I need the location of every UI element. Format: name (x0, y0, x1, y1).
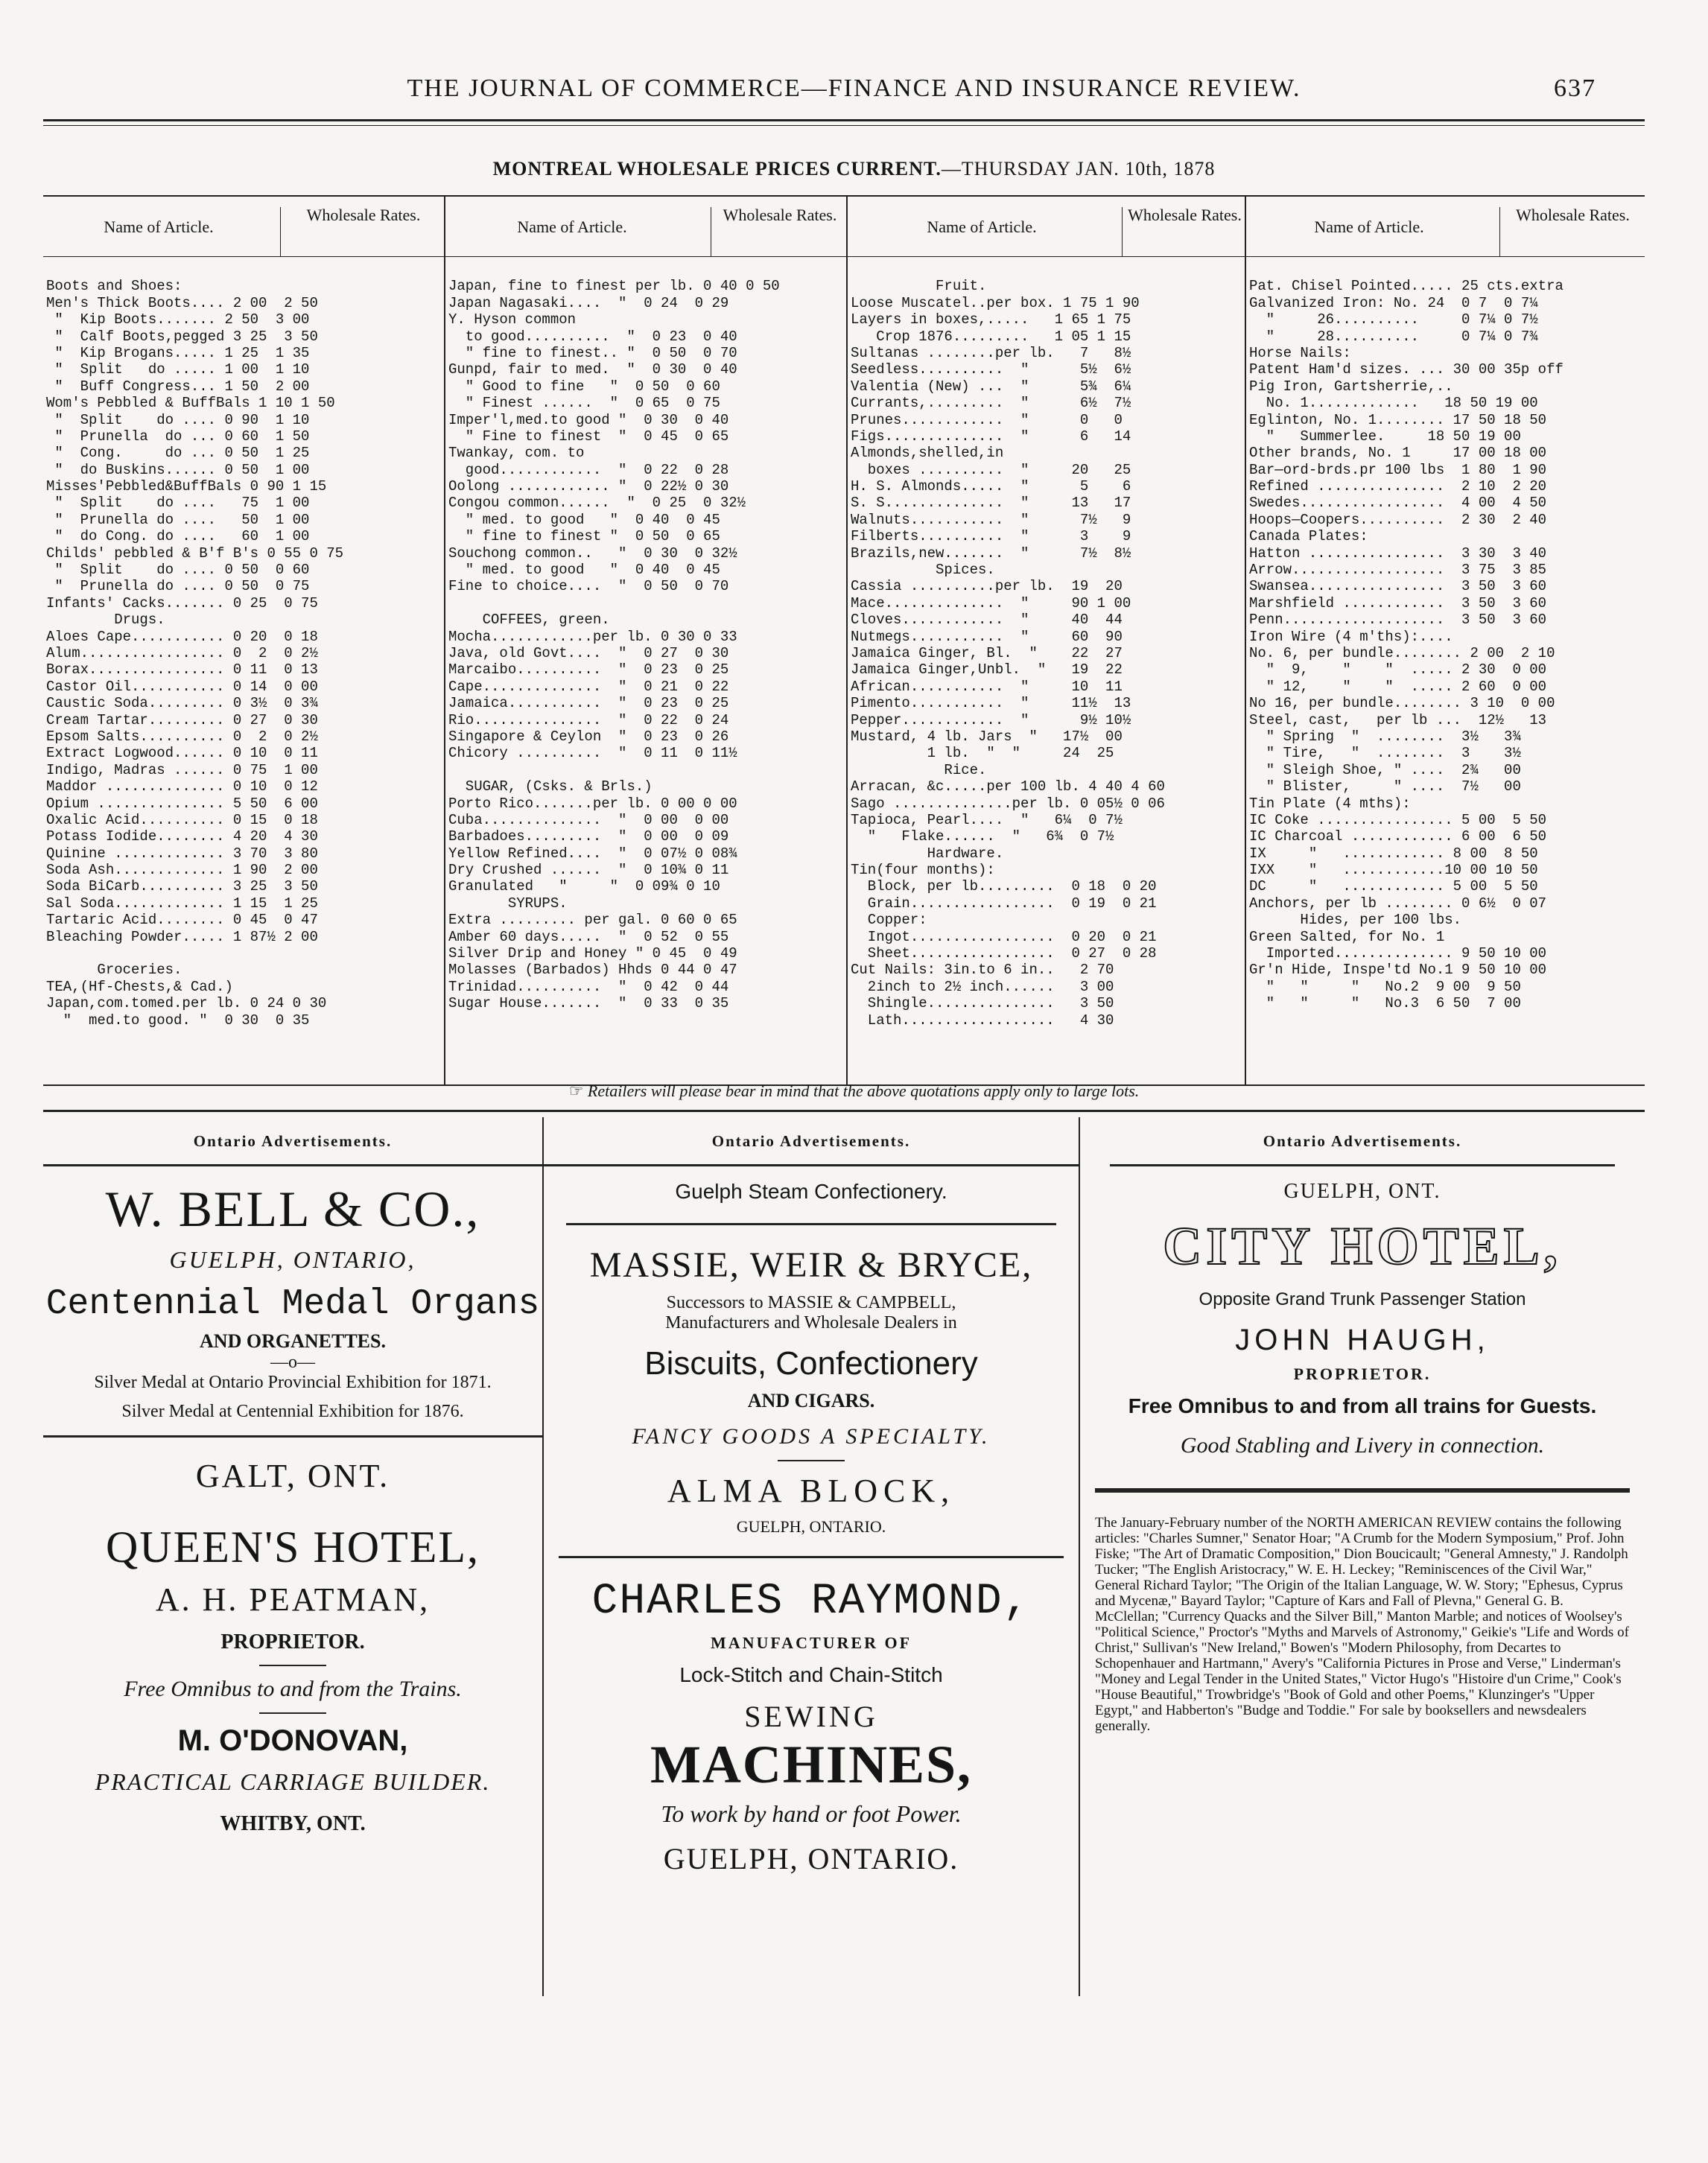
divider (1095, 1488, 1630, 1493)
price-line: Bar—ord-brds.pr 100 lbs 1 80 1 90 (1249, 461, 1547, 478)
prices-table (43, 195, 1645, 1086)
price-line: Canada Plates: (1249, 528, 1368, 545)
price-line: Men's Thick Boots.... 2 00 2 50 (46, 294, 318, 311)
price-line: Anchors, per lb ........ 0 6½ 0 07 (1249, 895, 1547, 912)
price-line: " Tire, " ........ 3 3½ (1249, 745, 1521, 762)
massie-cigars: AND CIGARS. (747, 1390, 875, 1411)
divider (259, 1665, 326, 1666)
price-line: " 12, " " ..... 2 60 0 00 (1249, 678, 1547, 695)
price-line: Misses'Pebbled&BuffBals 0 90 1 15 (46, 478, 327, 495)
price-line: Sultanas ........per lb. 7 8½ (851, 344, 1131, 361)
header-rates: Wholesale Rates. (280, 207, 446, 256)
price-line: Pat. Chisel Pointed..... 25 cts.extra (1249, 278, 1563, 295)
price-line: Tin Plate (4 mths): (1249, 795, 1411, 812)
header-rule (43, 119, 1645, 121)
price-line: Brazils,new....... " 7½ 8½ (851, 544, 1131, 562)
price-line (851, 261, 1245, 278)
price-line: H. S. Almonds..... " 5 6 (851, 478, 1131, 495)
price-line: Fine to choice.... " 0 50 0 70 (448, 578, 729, 595)
price-line: " do Cong. do .... 60 1 00 (46, 528, 310, 545)
city-prop: PROPRIETOR. (1293, 1365, 1432, 1383)
price-line: " Split do ..... 1 00 1 10 (46, 361, 310, 378)
city-town: GUELPH, ONT. (1283, 1180, 1441, 1203)
price-line: Jamaica........... " 0 23 0 25 (448, 695, 729, 712)
price-line: Marcaibo.......... " 0 23 0 25 (448, 661, 729, 679)
running-header (0, 74, 1708, 103)
retailers-note-text: Retailers will please bear in mind that the above quotations apply only to large lots. (587, 1082, 1140, 1100)
price-line: No. 6, per bundle........ 2 00 2 10 (1249, 644, 1555, 661)
price-line: Quinine ............. 3 70 3 80 (46, 845, 318, 862)
pointing-hand-icon: ☞ (568, 1082, 588, 1100)
price-line: Souchong common.. " 0 30 0 32½ (448, 544, 737, 562)
price-line: Tartaric Acid........ 0 45 0 47 (46, 912, 318, 929)
price-line: " Summerlee. 18 50 19 00 (1249, 428, 1521, 445)
price-line: " 28.......... 0 7¼ 0 7¾ (1249, 328, 1538, 345)
price-line: Jamaica Ginger, Bl. " 22 27 (851, 644, 1123, 661)
price-line: Gr'n Hide, Inspe'td No.1 9 50 10 00 (1249, 962, 1547, 979)
price-line: Infants' Cacks....... 0 25 0 75 (46, 594, 318, 612)
price-line: Spices. (851, 562, 995, 579)
alma-city: GUELPH, ONTARIO. (736, 1517, 886, 1536)
price-line: Twankay, com. to (448, 445, 585, 462)
divider (43, 1164, 542, 1166)
price-line: " Split do .... 0 90 1 10 (46, 411, 310, 428)
header-rates: Wholesale Rates. (1122, 207, 1247, 256)
price-line: Alum................. 0 2 0 2½ (46, 644, 318, 661)
bell-city: GUELPH, ONTARIO, (169, 1246, 416, 1273)
price-line: Almonds,shelled,in (851, 445, 1004, 462)
raymond-city: GUELPH, ONTARIO. (663, 1842, 959, 1875)
price-line: Arrow.................. 3 75 3 85 (1249, 562, 1547, 579)
price-line: Imported.............. 9 50 10 00 (1249, 945, 1547, 962)
price-line: " Flake...... " 6¾ 0 7½ (851, 828, 1114, 845)
price-line: Gunpd, fair to med. " 0 30 0 40 (448, 361, 737, 378)
price-line: COFFEES, green. (448, 612, 610, 629)
queens-town: GALT, ONT. (195, 1458, 390, 1494)
raymond-sewing: SEWING (744, 1700, 878, 1733)
bell-sep: —o— (270, 1353, 315, 1372)
price-line: Oxalic Acid.......... 0 15 0 18 (46, 811, 318, 828)
price-line: Steel, cast, per lb ... 12½ 13 (1249, 711, 1547, 728)
price-line: " med. to good " 0 40 0 45 (448, 511, 720, 528)
header-name: Name of Article. (1314, 217, 1424, 236)
price-line: " Calf Boots,pegged 3 25 3 50 (46, 328, 318, 345)
column-header (445, 197, 846, 257)
price-line: " Buff Congress... 1 50 2 00 (46, 378, 310, 395)
price-line: Copper: (851, 912, 927, 929)
price-line: Hoops—Coopers.......... 2 30 2 40 (1249, 511, 1547, 528)
price-line (448, 261, 846, 278)
prices-title-date: —THURSDAY JAN. 10th, 1878 (941, 158, 1216, 180)
price-line: " Good to fine " 0 50 0 60 (448, 378, 720, 395)
price-line: IX " ............ 8 00 8 50 (1249, 845, 1538, 862)
raymond-stitch: Lock-Stitch and Chain-Stitch (679, 1663, 943, 1686)
raymond-power: To work by hand or foot Power. (661, 1800, 962, 1827)
price-line: " Fine to finest " 0 45 0 65 (448, 428, 729, 445)
ads-column-left (43, 1117, 544, 1996)
price-lines (1246, 257, 1645, 1012)
price-line: Boots and Shoes: (46, 278, 182, 295)
massie-successors: Successors to MASSIE & CAMPBELL, (666, 1293, 956, 1312)
city-stabling: Good Stabling and Livery in connection. (1180, 1433, 1545, 1458)
price-line: Epsom Salts.......... 0 2 0 2½ (46, 728, 318, 745)
price-line: Fruit. (851, 278, 987, 295)
price-line: " med.to good. " 0 30 0 35 (46, 1011, 310, 1029)
column-header (848, 197, 1245, 257)
header-name: Name of Article. (104, 217, 214, 236)
price-line: Cream Tartar......... 0 27 0 30 (46, 711, 318, 728)
price-line (46, 945, 444, 962)
price-line: Groceries. (46, 962, 182, 979)
price-line: Currants,......... " 6½ 7½ (851, 395, 1131, 412)
price-line: Wom's Pebbled & BuffBals 1 10 1 50 (46, 395, 335, 412)
odonovan-place: WHITBY, ONT. (220, 1812, 366, 1835)
alma-block: ALMA BLOCK, (667, 1473, 956, 1509)
price-line: Cloves............ " 40 44 (851, 612, 1123, 629)
price-line: Mocha............per lb. 0 30 0 33 (448, 628, 737, 645)
price-line: Borax................ 0 11 0 13 (46, 661, 318, 679)
journal-title: THE JOURNAL OF COMMERCE—FINANCE AND INSURANCE REVIEW. (407, 74, 1301, 102)
price-line: Rio............... " 0 22 0 24 (448, 711, 729, 728)
massie-product: Biscuits, Confectionery (644, 1345, 978, 1382)
price-line: Refined ............... 2 10 2 20 (1249, 478, 1547, 495)
price-line: " Kip Boots....... 2 50 3 00 (46, 311, 310, 328)
price-line: " Split do .... 0 50 0 60 (46, 562, 310, 579)
price-line: to good.......... " 0 23 0 40 (448, 328, 737, 345)
price-line: Sago ..............per lb. 0 05½ 0 06 (851, 795, 1165, 812)
price-line: Pimento........... " 11½ 13 (851, 695, 1131, 712)
massie-mfg: Manufacturers and Wholesale Dealers in (665, 1313, 957, 1333)
header-rule-thin (43, 125, 1645, 126)
price-line: " Finest ...... " 0 65 0 75 (448, 395, 720, 412)
price-line: Caustic Soda......... 0 3½ 0 3¾ (46, 695, 318, 712)
price-line: Soda Ash............. 1 90 2 00 (46, 862, 318, 879)
queens-hotel: QUEEN'S HOTEL, (105, 1522, 480, 1572)
prices-column-3 (848, 197, 1246, 1084)
price-line: Eglinton, No. 1........ 17 50 18 50 (1249, 411, 1547, 428)
price-line: Yellow Refined.... " 0 07½ 0 08¾ (448, 845, 737, 862)
price-line: Prunes............ " 0 0 (851, 411, 1123, 428)
price-line: Opium ............... 5 50 6 00 (46, 795, 318, 812)
price-line: Block, per lb......... 0 18 0 20 (851, 878, 1157, 895)
price-line: " Cong. do ... 0 50 1 25 (46, 445, 310, 462)
price-line: Shingle............... 3 50 (851, 995, 1114, 1012)
price-line: boxes .......... " 20 25 (851, 461, 1131, 478)
price-line: Green Salted, for No. 1 (1249, 928, 1445, 945)
price-line: IC Charcoal ............ 6 00 6 50 (1249, 828, 1547, 845)
price-line: Hatton ................ 3 30 3 40 (1249, 544, 1547, 562)
price-line: Rice. (851, 761, 987, 778)
price-line: " Blister, " .... 7½ 00 (1249, 778, 1521, 795)
ads-heading: Ontario Advertisements. (193, 1132, 393, 1150)
price-line: Pig Iron, Gartsherrie,.. (1249, 378, 1453, 395)
price-lines (43, 257, 444, 1029)
price-line: Bleaching Powder..... 1 87½ 2 00 (46, 928, 318, 945)
divider (566, 1223, 1056, 1225)
price-line: Trinidad.......... " 0 42 0 44 (448, 978, 729, 995)
price-line: Japan,com.tomed.per lb. 0 24 0 30 (46, 995, 327, 1012)
price-line: Childs' pebbled & B'f B's 0 55 0 75 (46, 544, 344, 562)
price-line: Loose Muscatel..per box. 1 75 1 90 (851, 294, 1140, 311)
price-line: Grain................. 0 19 0 21 (851, 895, 1157, 912)
price-line: " fine to finest " 0 50 0 65 (448, 528, 720, 545)
divider (559, 1556, 1064, 1558)
price-line: Potass Iodide........ 4 20 4 30 (46, 828, 318, 845)
price-line: Chicory .......... " 0 11 0 11½ (448, 745, 737, 762)
price-line: Singapore & Ceylon " 0 23 0 26 (448, 728, 729, 745)
price-line: Imper'l,med.to good " 0 30 0 40 (448, 411, 729, 428)
price-line: " " " No.3 6 50 7 00 (1249, 995, 1521, 1012)
price-line: " Kip Brogans..... 1 25 1 35 (46, 344, 310, 361)
price-line: Walnuts........... " 7½ 9 (851, 511, 1131, 528)
queens-prop: PROPRIETOR. (220, 1630, 365, 1654)
price-line: Figs.............. " 6 14 (851, 428, 1131, 445)
price-line: 2inch to 2½ inch...... 3 00 (851, 978, 1114, 995)
price-line: No 16, per bundle........ 3 10 0 00 (1249, 695, 1555, 712)
price-line: Oolong ............ " 0 22½ 0 30 (448, 478, 729, 495)
price-line: SYRUPS. (448, 895, 568, 912)
price-line: Hides, per 100 lbs. (1249, 912, 1462, 929)
price-line: Filberts.......... " 3 9 (851, 528, 1131, 545)
price-line: Nutmegs........... " 60 90 (851, 628, 1123, 645)
price-line: Extra ......... per gal. 0 60 0 65 (448, 912, 737, 929)
queens-owner: A. H. PEATMAN, (155, 1581, 431, 1618)
odonovan-trade: PRACTICAL CARRIAGE BUILDER. (95, 1768, 491, 1795)
price-line: Crop 1876......... 1 05 1 15 (851, 328, 1131, 345)
price-line: " " " No.2 9 00 9 50 (1249, 978, 1521, 995)
price-line: Penn................... 3 50 3 60 (1249, 612, 1547, 629)
price-line: African........... " 10 11 (851, 678, 1123, 695)
price-line: Swansea................ 3 50 3 60 (1249, 578, 1547, 595)
city-omnibus: Free Omnibus to and from all trains for Guests. (1128, 1394, 1597, 1417)
divider (778, 1460, 845, 1461)
bell-medal-1: Silver Medal at Ontario Provincial Exhibition for 1871. (94, 1373, 492, 1392)
bell-medal-2: Silver Medal at Centennial Exhibition for 1876. (121, 1402, 464, 1421)
ads-heading: Ontario Advertisements. (1263, 1132, 1462, 1150)
page-number: 637 (1554, 74, 1596, 102)
price-line: " 26.......... 0 7¼ 0 7½ (1249, 311, 1538, 328)
price-lines (445, 257, 846, 1012)
header-rates: Wholesale Rates. (1499, 207, 1645, 256)
price-line: Jamaica Ginger,Unbl. " 19 22 (851, 661, 1123, 679)
prices-column-2 (445, 197, 848, 1084)
price-line: SUGAR, (Csks. & Brls.) (448, 778, 653, 795)
divider (43, 1435, 542, 1438)
price-line (1249, 261, 1645, 278)
price-line: Ingot................. 0 20 0 21 (851, 928, 1157, 945)
price-line: Y. Hyson common (448, 311, 577, 328)
price-line: Japan, fine to finest per lb. 0 40 0 50 (448, 278, 780, 295)
price-line: No. 1............. 18 50 19 00 (1249, 395, 1538, 412)
price-line: Cuba.............. " 0 00 0 00 (448, 811, 729, 828)
price-line: Silver Drip and Honey " 0 45 0 49 (448, 945, 737, 962)
price-line: good............ " 0 22 0 28 (448, 461, 729, 478)
price-line: Congou common...... " 0 25 0 32½ (448, 495, 746, 512)
prices-column-1 (43, 197, 445, 1084)
price-line: Hardware. (851, 845, 1004, 862)
price-line: Aloes Cape........... 0 20 0 18 (46, 628, 318, 645)
price-line: Sugar House....... " 0 33 0 35 (448, 995, 729, 1012)
price-line: Java, old Govt.... " 0 27 0 30 (448, 644, 729, 661)
price-line: Mustard, 4 lb. Jars " 17½ 00 (851, 728, 1123, 745)
price-line (448, 595, 846, 612)
header-name: Name of Article. (927, 217, 1037, 236)
price-line: Other brands, No. 1 17 00 18 00 (1249, 445, 1547, 462)
price-line: " Prunella do ... 0 60 1 50 (46, 428, 310, 445)
price-line: TEA,(Hf-Chests,& Cad.) (46, 978, 233, 995)
price-line: Amber 60 days..... " 0 52 0 55 (448, 928, 729, 945)
price-line: S. S.............. " 13 17 (851, 495, 1131, 512)
price-line: Tapioca, Pearl.... " 6¼ 0 7½ (851, 811, 1123, 828)
ads-heading: Ontario Advertisements. (711, 1132, 911, 1150)
prices-title-main: MONTREAL WHOLESALE PRICES CURRENT. (492, 158, 942, 180)
confectionery-top: Guelph Steam Confectionery. (675, 1180, 947, 1203)
price-line: " 9, " " ..... 2 30 0 00 (1249, 661, 1547, 679)
column-header (1246, 197, 1645, 257)
price-line: Dry Crushed ...... " 0 10¾ 0 11 (448, 862, 729, 879)
price-line: Horse Nails: (1249, 344, 1351, 361)
price-line: DC " ............ 5 00 5 50 (1249, 878, 1538, 895)
price-line: Sal Soda............. 1 15 1 25 (46, 895, 318, 912)
ads-rule (43, 1110, 1645, 1112)
odonovan-name: M. O'DONOVAN, (177, 1724, 408, 1757)
price-line: Granulated " " 0 09¾ 0 10 (448, 878, 720, 895)
price-line: Extract Logwood...... 0 10 0 11 (46, 745, 318, 762)
price-line: Indigo, Madras ...... 0 75 1 00 (46, 761, 318, 778)
city-opposite: Opposite Grand Trunk Passenger Station (1199, 1289, 1526, 1309)
price-line (448, 762, 846, 778)
city-owner: JOHN HAUGH, (1235, 1324, 1490, 1356)
bell-product2: AND ORGANETTES. (200, 1330, 386, 1352)
price-line: Cape.............. " 0 21 0 22 (448, 678, 729, 695)
price-line: Barbadoes......... " 0 00 0 09 (448, 828, 729, 845)
raymond-mfr: MANUFACTURER OF (710, 1633, 912, 1652)
price-line: " med. to good " 0 40 0 45 (448, 562, 720, 579)
price-line: " Prunella do .... 50 1 00 (46, 511, 310, 528)
price-line: Japan Nagasaki.... " 0 24 0 29 (448, 294, 729, 311)
divider (1110, 1164, 1615, 1166)
header-rates: Wholesale Rates. (711, 207, 848, 256)
price-lines (848, 257, 1245, 1029)
price-line: Seedless.......... " 5½ 6½ (851, 361, 1131, 378)
price-line (46, 261, 444, 278)
header-name: Name of Article. (517, 217, 627, 236)
massie-fancy: FANCY GOODS A SPECIALTY. (632, 1424, 991, 1449)
price-line: Lath.................. 4 30 (851, 1011, 1114, 1029)
raymond-machines: MACHINES, (650, 1735, 973, 1794)
massie-firm: MASSIE, WEIR & BRYCE, (589, 1245, 1033, 1285)
price-line: Castor Oil........... 0 14 0 00 (46, 678, 318, 695)
price-line: Swedes................. 4 00 4 50 (1249, 495, 1547, 512)
price-line: Cassia ..........per lb. 19 20 (851, 578, 1123, 595)
column-header (43, 197, 444, 257)
price-line: Pepper............ " 9½ 10½ (851, 711, 1131, 728)
prices-column-4 (1246, 197, 1645, 1084)
price-line: Mace.............. " 90 1 00 (851, 594, 1131, 612)
price-line: " Spring " ........ 3½ 3¾ (1249, 728, 1521, 745)
price-line: IXX " ............10 00 10 50 (1249, 862, 1538, 879)
price-line: Iron Wire (4 m'ths):.... (1249, 628, 1453, 645)
price-line: " Sleigh Shoe, " .... 2¾ 00 (1249, 761, 1521, 778)
bell-firm: W. BELL & CO., (105, 1181, 480, 1237)
price-line: Arracan, &c.....per 100 lb. 4 40 4 60 (851, 778, 1165, 795)
price-line: Porto Rico.......per lb. 0 00 0 00 (448, 795, 737, 812)
queens-omnibus: Free Omnibus to and from the Trains. (124, 1677, 462, 1701)
price-line: Drugs. (46, 612, 165, 629)
price-line: Valentia (New) ... " 5¾ 6¼ (851, 378, 1131, 395)
north-american-review: The January-February number of the NORTH AMERICAN REVIEW contains the following articles: "Charles Sumner," Senator Hoar; "A Crumb for the Modern Symposium," Prof. John Fiske; "The Art of Dramatic Composition," Dion Boucicault; "General Amnesty," J. Randolph Tucker; "The English Aristocracy," W. E. H. Leckey; "Reminiscences of the Civil War," General Richard Taylor; "The Origin of the Italian Language, W. W. Story; "Ephesus, Cyprus and Mycenæ," Bayard Taylor; "Capture of Kars and Fall of Plevna," General G. B. McClellan; "Currency Quacks and the Silver Bill," Manton Marble; and notices of Woolsey's "Political Science," Proctor's "Myths and Marvels of Astronomy," Geikie's "Life and Words of Christ," Sullivan's "New Ireland," Bowen's "Modern Philosophy, from Decartes to Schopenhauer and Hartmann," Avery's "California Pictures in Prose and Verse," Linderman's "Money and Legal Tender in the United States," Victor Hugo's "Histoire d'un Crime," Cook's "House Beautiful," Trowbridge's "Book of Gold and other Poems," Klunzinger's "Upper Egypt," and Habberton's "Budge and Toddie." For sale by booksellers and newsdealers generally. (1095, 1515, 1629, 1734)
bell-product: Centennial Medal Organs (45, 1284, 540, 1324)
city-hotel: CITY HOTEL, (1163, 1216, 1562, 1276)
price-line: Tin(four months): (851, 862, 995, 879)
divider (259, 1712, 326, 1714)
price-line: Sheet................. 0 27 0 28 (851, 945, 1157, 962)
price-line: Soda BiCarb.......... 3 25 3 50 (46, 878, 318, 895)
price-line: " fine to finest.. " 0 50 0 70 (448, 344, 737, 361)
retailers-note (0, 1082, 1708, 1101)
price-line: 1 lb. " " 24 25 (851, 745, 1114, 762)
ads-column-center (544, 1117, 1080, 1996)
price-line: Marshfield ............ 3 50 3 60 (1249, 594, 1547, 612)
price-line: Patent Ham'd sizes. ... 30 00 35p off (1249, 361, 1563, 378)
price-line: Maddor .............. 0 10 0 12 (46, 778, 318, 795)
price-line: IC Coke ................ 5 00 5 50 (1249, 811, 1547, 828)
price-line: Layers in boxes,..... 1 65 1 75 (851, 311, 1131, 328)
divider (544, 1164, 1079, 1166)
ads-column-right (1080, 1117, 1645, 1996)
price-line: Galvanized Iron: No. 24 0 7 0 7¼ (1249, 294, 1538, 311)
price-line: " Split do .... 75 1 00 (46, 495, 310, 512)
price-line: Molasses (Barbados) Hhds 0 44 0 47 (448, 962, 737, 979)
price-line: Cut Nails: 3in.to 6 in.. 2 70 (851, 962, 1114, 979)
raymond-name: CHARLES RAYMOND, (591, 1578, 1031, 1626)
price-line: " Prunella do .... 0 50 0 75 (46, 578, 310, 595)
prices-title (0, 158, 1708, 180)
price-line: " do Buskins...... 0 50 1 00 (46, 461, 310, 478)
